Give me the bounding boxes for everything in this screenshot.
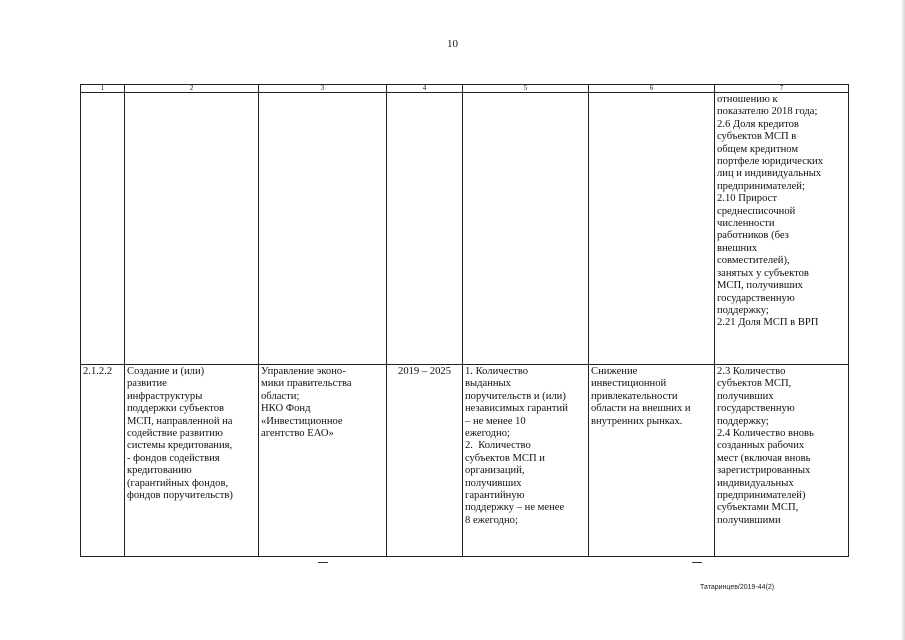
column-number: 2 — [125, 85, 259, 93]
column-number-row — [81, 85, 849, 93]
column-number: 1 — [81, 85, 125, 93]
cell-period: 2019 – 2025 — [387, 365, 463, 557]
cell-executor: Управление эконо- мики правительства области; НКО Фонд «Инвестиционное агентство ЕАО» — [259, 365, 387, 557]
cell-expected-result: 1. Количество выданных поручительств и (или) независимых гарантий – не менее 10 ежегодно; 2. Количество субъектов МСП и организаций, получивших гарантийную поддержку – не менее 8 ежегодно; — [463, 365, 589, 557]
cell-number — [81, 93, 125, 365]
column-number: 3 — [259, 85, 387, 93]
scan-mark — [692, 562, 702, 563]
cell-indicators: 2.3 Количество субъектов МСП, получивших государственную поддержку; 2.4 Количество вновь созданных рабочих мест (включая вновь зарегистрированных индивидуальных предпринимателей) субъектами МСП, получившими — [715, 365, 849, 557]
scan-mark — [318, 562, 328, 563]
cell-measure: Создание и (или) развитие инфраструктуры поддержки субъектов МСП, направленной на содействие развитию системы кредитования, - фондов содействия кредитованию (гарантийных фондов, фондов поручительств) — [125, 365, 259, 557]
cell-expected-result — [463, 93, 589, 365]
cell-number: 2.1.2.2 — [81, 365, 125, 557]
page-number: 10 — [447, 38, 458, 50]
cell-indicators: отношению к показателю 2018 года; 2.6 Доля кредитов субъектов МСП в общем кредитном портфеле юридических лиц и индивидуальных предпринимателей; 2.10 Прирост среднесписочной численности работников (без внешних совместителей), занятых у субъектов МСП, получивших государственную поддержку; 2.21 Доля МСП в ВРП — [715, 93, 849, 365]
column-number: 6 — [589, 85, 715, 93]
column-number: 7 — [715, 85, 849, 93]
cell-period — [387, 93, 463, 365]
cell-consequences — [589, 93, 715, 365]
table-row-continued — [81, 93, 849, 365]
measures-table — [80, 84, 849, 557]
cell-measure — [125, 93, 259, 365]
cell-consequences: Снижение инвестиционной привлекательности области на внешних и внутренних рынках. — [589, 365, 715, 557]
table-row — [81, 365, 849, 557]
cell-executor — [259, 93, 387, 365]
document-footer: Татаринцев/2019-44(2) — [700, 584, 775, 591]
column-number: 5 — [463, 85, 589, 93]
column-number: 4 — [387, 85, 463, 93]
